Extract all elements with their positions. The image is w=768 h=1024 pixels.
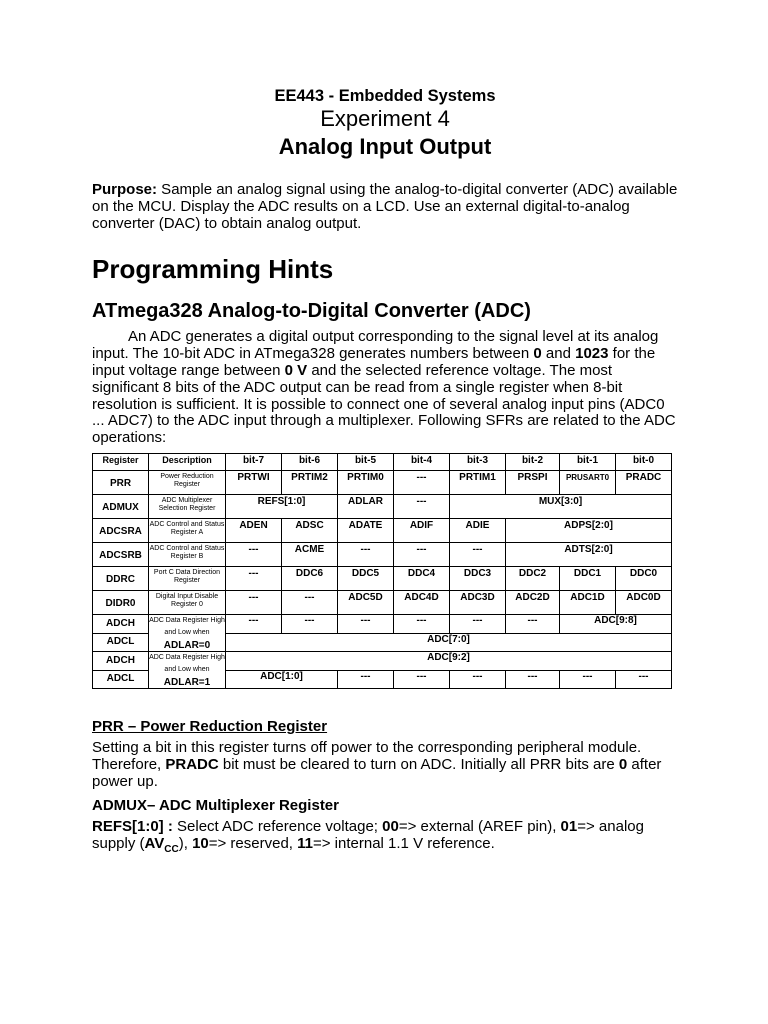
register-name: ADCL [93,633,149,652]
bit-cell: --- [282,615,338,634]
bit-cell: --- [394,543,450,567]
table-header-row [93,454,672,471]
header-cell: Description [149,454,226,471]
prr-paragraph [92,740,678,790]
description-text: ADC Data Register High and Low when [149,617,225,636]
register-name: ADMUX [93,495,149,519]
admux-text-5: => reserved, [208,834,298,852]
bit-cell: --- [394,615,450,634]
course-title: EE443 - Embedded Systems [274,87,496,105]
intro-text-4: and the selected reference voltage. The most significant 8 bits of the ADC output can be read from a single register when 8-bit resolution is sufficient. It is possible to connect one of several analog input pins (ADC0 ... ADC7) to the ADC input through a multiplexer. Following SFRs are related to the ADC operations: [92,361,676,447]
register-description: Digital Input Disable Register 0 [149,591,226,615]
bit-cell: --- [394,471,450,495]
table-row-adcsrb [93,543,672,567]
experiment-number: Experiment 4 [320,106,450,131]
bit-cell: --- [226,591,282,615]
bit-cell: --- [226,543,282,567]
register-name: DDRC [93,567,149,591]
table-row-admux [93,495,672,519]
bit-cell: PRADC [616,471,672,495]
bit-cell: ADLAR [338,495,394,519]
adlar-mode: ADLAR=1 [163,677,211,688]
bit-cell: DDC6 [282,567,338,591]
bit-cell: --- [226,567,282,591]
bit-cell: PRTIM1 [450,471,506,495]
bit-cell: PRTIM2 [282,471,338,495]
table-row-ddrc [93,567,672,591]
bit-cell: ADC3D [450,591,506,615]
purpose-text: Sample an analog signal using the analog-to-digital converter (ADC) available on the MCU. Display the ADC results on a LCD. Use an external digital-to-analog converter (DAC) to obtain analog output. [92,181,678,232]
register-name: ADCH [93,615,149,634]
intro-text-1: An ADC generates a digital output corresponding to the signal level at its analog input. The 10-bit ADC in ATmega328 generates numbers between [92,328,659,363]
adlar-mode: ADLAR=0 [163,640,211,651]
subsection-heading: ATmega328 Analog-to-Digital Converter (ADC) [92,300,531,323]
register-name: ADCSRB [93,543,149,567]
avcc-label [144,834,179,855]
bit-cell: PRTWI [226,471,282,495]
admux-bold-4: 10 [192,834,209,852]
bit-cell: ADC4D [394,591,450,615]
bit-cell: ADC1D [560,591,616,615]
bit-cell: --- [338,670,394,689]
intro-text-3: for the input voltage range between [92,345,656,379]
bit-cell: --- [506,615,560,634]
bit-cell: DDC2 [506,567,560,591]
bit-cell: ADATE [338,519,394,543]
document-header [92,86,678,447]
bit-cell: ADIF [394,519,450,543]
register-description: ADC Multiplexer Selection Register [149,495,226,519]
bit-cell: --- [450,615,506,634]
intro-bold-2: 1023 [575,345,609,363]
table-row-adcsra [93,519,672,543]
bit-cell: ADSC [282,519,338,543]
bit-field-adps: ADPS[2:0] [506,519,672,543]
table-row-didr0 [93,591,672,615]
header-cell: bit-4 [394,454,450,471]
prr-heading: PRR – Power Reduction Register [92,718,328,735]
prr-bold-1: PRADC [165,755,219,773]
bit-cell: PRSPI [506,471,560,495]
bit-cell: --- [338,543,394,567]
admux-bold-1: 00 [382,818,399,835]
header-cell: bit-0 [616,454,672,471]
bit-cell: ADIE [450,519,506,543]
register-description: Power Reduction Register [149,471,226,495]
bit-cell: DDC1 [560,567,616,591]
header-cell: bit-2 [506,454,560,471]
admux-bold-2: 01 [560,818,578,835]
bit-cell: ADEN [226,519,282,543]
header-cell: bit-3 [450,454,506,471]
bit-cell: ACME [282,543,338,567]
bit-field-adc-1-0: ADC[1:0] [226,670,338,689]
bit-cell: DDC5 [338,567,394,591]
document-title: Analog Input Output [278,134,492,159]
bit-cell: --- [450,670,506,689]
register-description: Port C Data Direction Register [149,567,226,591]
bit-cell: ADC5D [338,591,394,615]
register-table [92,453,672,689]
register-name: DIDR0 [93,591,149,615]
bit-field-refs: REFS[1:0] [226,495,338,519]
prr-section [92,718,678,790]
bit-cell: PRUSART0 [560,471,616,495]
prr-text-2: bit must be cleared to turn on ADC. Initially all PRR bits are [218,755,619,773]
bit-field-adts: ADTS[2:0] [506,543,672,567]
intro-text-2: and [541,345,576,363]
header-cell: Register [93,454,149,471]
table-row-prr [93,471,672,495]
header-cell: bit-6 [282,454,338,471]
bit-cell: --- [394,670,450,689]
adc-intro-paragraph [92,329,678,447]
bit-field-mux: MUX[3:0] [450,495,672,519]
bit-cell: --- [338,615,394,634]
admux-paragraph [92,819,678,859]
admux-bold-5: 11 [297,834,313,852]
prr-text-3: after power up. [92,755,662,790]
prr-text-1: Setting a bit in this register turns off power to the corresponding peripheral module. Therefore, [92,739,642,773]
bit-field-adc-9-8: ADC[9:8] [560,615,672,634]
table-row-adch-adlar0 [93,615,672,634]
register-name: ADCH [93,652,149,671]
register-name: PRR [93,471,149,495]
admux-text-1: Select ADC reference voltage; [172,818,383,835]
register-name: ADCL [93,670,149,689]
avcc-subscript: CC [164,843,179,855]
refs-label: REFS[1:0] : [92,818,173,835]
admux-text-4: ), [178,834,193,852]
purpose-paragraph [92,182,678,232]
header-cell: bit-1 [560,454,616,471]
admux-heading: ADMUX– ADC Multiplexer Register [92,797,339,814]
avcc-main: AV [144,834,165,852]
register-name: ADCSRA [93,519,149,543]
bit-cell: DDC4 [394,567,450,591]
bit-cell: --- [394,495,450,519]
bit-cell: DDC0 [616,567,672,591]
admux-text-2: => external (AREF pin), [398,818,561,835]
bit-cell: DDC3 [450,567,506,591]
description-text: ADC Data Register High and Low when [149,654,225,673]
header-cell: bit-5 [338,454,394,471]
register-description [149,652,226,689]
admux-section [92,797,678,859]
purpose-label: Purpose: [92,181,158,198]
bit-cell: ADC2D [506,591,560,615]
register-description: ADC Control and Status Register B [149,543,226,567]
bit-cell: --- [282,591,338,615]
bit-cell: --- [226,615,282,634]
header-cell: bit-7 [226,454,282,471]
bit-field-adc-9-2: ADC[9:2] [226,652,672,671]
intro-bold-1: 0 [533,345,542,363]
register-description [149,615,226,652]
bit-cell: --- [506,670,560,689]
admux-text-6: => internal 1.1 V reference. [313,834,495,852]
section-heading: Programming Hints [92,254,334,285]
bit-cell: --- [616,670,672,689]
bit-cell: PRTIM0 [338,471,394,495]
intro-bold-3: 0 V [284,361,308,379]
bit-cell: --- [450,543,506,567]
bit-cell: --- [560,670,616,689]
table-row-adch-adlar1 [93,652,672,671]
admux-text-3: => analog supply ( [92,818,644,852]
bit-cell: ADC0D [616,591,672,615]
prr-bold-2: 0 [618,755,628,773]
bit-field-adc-7-0: ADC[7:0] [226,633,672,652]
register-description: ADC Control and Status Register A [149,519,226,543]
